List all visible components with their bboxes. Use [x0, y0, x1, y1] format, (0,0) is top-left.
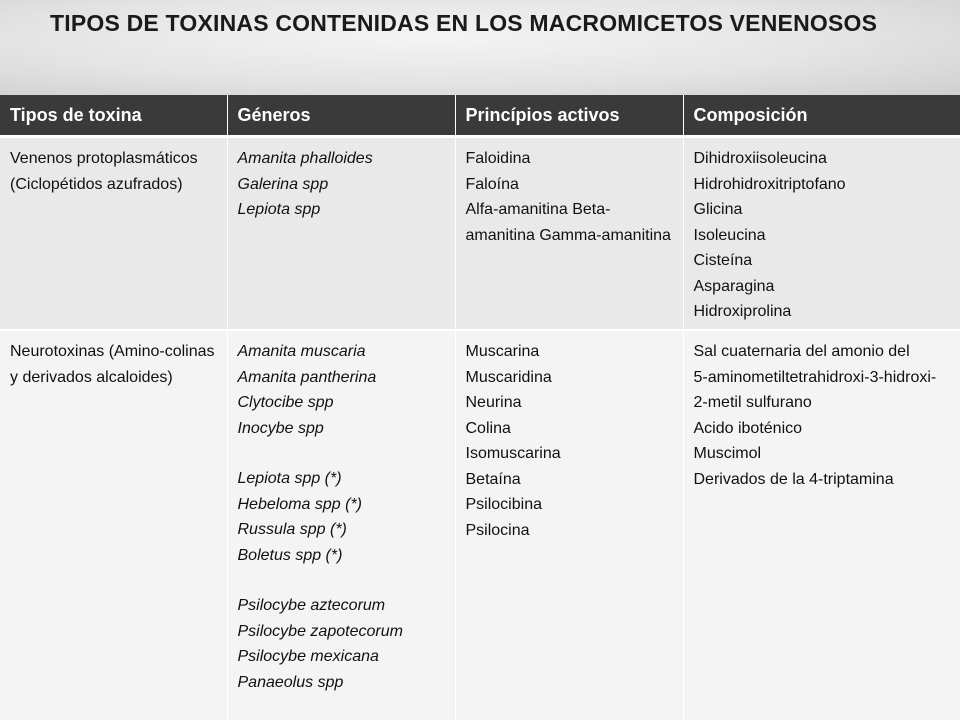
composition-item: Derivados de la 4-triptamina [693, 470, 894, 488]
slide-title: TIPOS DE TOXINAS CONTENIDAS EN LOS MACROMICETOS VENENOSOS [50, 10, 878, 36]
cell-composicion [683, 137, 960, 331]
genus-item: Inocybe spp [237, 419, 324, 437]
principle-item: Isomuscarina [465, 445, 561, 462]
genus-item: Galerina spp [237, 175, 329, 193]
composition-item: Cisteína [693, 252, 753, 269]
composition-item: Hidrohidroxitriptofano [693, 175, 846, 193]
header-composicion: Composición [683, 95, 960, 137]
composition-item: Asparagina [693, 277, 775, 295]
genus-item: Lepiota spp [237, 201, 321, 218]
cell-generos [227, 137, 455, 331]
principle-item: Colina [465, 419, 511, 437]
table-row [0, 330, 960, 720]
genus-item: Russula spp (*) [237, 521, 347, 538]
genus-item: Psilocybe mexicana [237, 648, 379, 665]
composition-item: Acido iboténico [693, 419, 803, 437]
genus-item: Psilocybe aztecorum [237, 597, 386, 614]
genus-item: Amanita pantherina [237, 368, 377, 386]
cell-generos [227, 330, 455, 720]
title-banner [0, 0, 960, 95]
composition-item: Muscimol [693, 445, 762, 462]
genus-item: Clytocibe spp [237, 394, 334, 411]
spacer [238, 568, 445, 593]
table-row [0, 137, 960, 331]
genus-item: Amanita muscaria [237, 343, 366, 360]
composition-item: 5-aminometiltetrahidroxi-3-hidroxi-2-metil sulfurano [693, 368, 937, 411]
toxins-table [0, 95, 960, 720]
header-tipos: Tipos de toxina [0, 95, 227, 137]
spacer [238, 441, 445, 466]
principle-item: Psilocibina [465, 496, 542, 513]
header-generos: Géneros [227, 95, 455, 137]
composition-item: Glicina [693, 201, 743, 218]
composition-item: Hidroxiprolina [693, 303, 792, 320]
composition-item: Dihidroxiisoleucina [693, 150, 827, 167]
header-row [0, 95, 960, 137]
cell-tipo: Venenos protoplasmáticos (Ciclopétidos azufrados) [0, 137, 227, 331]
principle-item: Muscaridina [465, 368, 552, 386]
genus-item: Amanita phalloides [237, 150, 373, 167]
cell-principios [455, 330, 683, 720]
genus-item: Lepiota spp (*) [237, 470, 342, 487]
principle-item: Betaína [465, 470, 521, 488]
principle-item: Psilocina [465, 521, 530, 539]
cell-principios: Faloidina Faloína Alfa-amanitina Beta-amanitina Gamma-amanitina [455, 137, 683, 331]
composition-item: Sal cuaternaria del amonio del [693, 343, 910, 360]
cell-composicion [683, 330, 960, 720]
genus-item: Panaeolus spp [237, 673, 344, 691]
cell-tipo: Neurotoxinas (Amino-colinas y derivados alcaloides) [0, 330, 227, 720]
principle-item: Neurina [465, 394, 522, 411]
principle-item: Muscarina [465, 343, 540, 360]
genus-item: Hebeloma spp (*) [237, 495, 362, 513]
header-principios: Princípios activos [455, 95, 683, 137]
genus-item: Boletus spp (*) [237, 546, 343, 564]
composition-item: Isoleucina [693, 226, 766, 244]
genus-item: Psilocybe zapotecorum [237, 622, 403, 640]
